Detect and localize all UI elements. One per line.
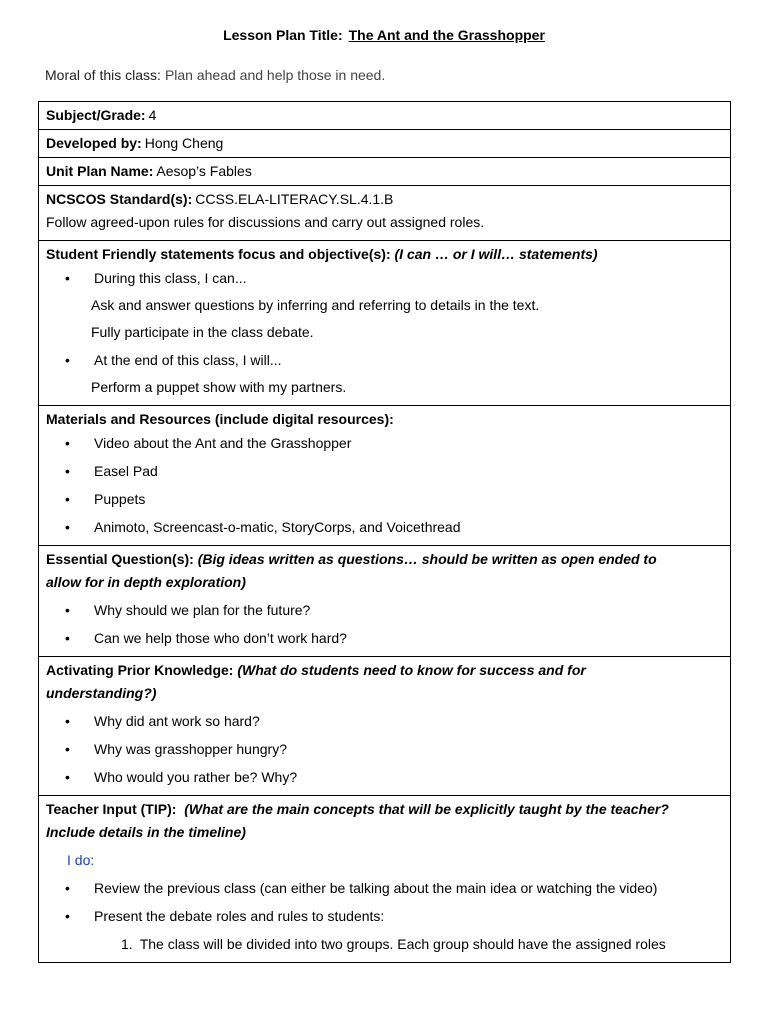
objectives-label: Student Friendly statements focus and objective(s): (46, 246, 391, 262)
list-item: • Animoto, Screencast-o-matic, StoryCorps, and Voicethread (46, 513, 723, 541)
list-item: • Puppets (46, 485, 723, 513)
materials-label: Materials and Resources (include digital resources): (46, 411, 394, 427)
teacher-hint: (What are the main concepts that will be explicitly taught by the teacher? (184, 801, 669, 817)
title-value: The Ant and the Grasshopper (348, 27, 545, 43)
standards-value: CCSS.ELA-LITERACY.SL.4.1.B (195, 191, 394, 207)
prior-hint-cont: understanding?) (46, 685, 157, 701)
list-item: • Who would you rather be? Why? (46, 763, 723, 791)
list-item: • Why should we plan for the future? (46, 596, 723, 624)
objective-detail: Perform a puppet show with my partners. (91, 379, 347, 395)
title-label: Lesson Plan Title: (223, 27, 343, 43)
developed-row (39, 129, 730, 157)
list-item: • During this class, I can... (46, 264, 723, 292)
unit-label: Unit Plan Name: (46, 163, 154, 179)
teacher-label: Teacher Input (TIP): (46, 801, 177, 817)
list-item: • Review the previous class (can either be talking about the main idea or watching the video) (46, 874, 723, 902)
objectives-hint: (I can … or I will… statements) (394, 246, 598, 262)
teacher-hint-cont: Include details in the timeline) (46, 824, 246, 840)
standards-description: Follow agreed-upon rules for discussions and carry out assigned roles. (46, 214, 485, 230)
subject-row (39, 102, 730, 129)
subject-label: Subject/Grade: (46, 107, 146, 123)
essential-hint: (Big ideas written as questions… should be written as open ended to (197, 551, 657, 567)
objectives-row (39, 240, 730, 405)
unit-row (39, 157, 730, 185)
prior-hint: (What do students need to know for success and for (237, 662, 586, 678)
essential-hint-cont: allow for in depth exploration) (46, 574, 246, 590)
list-item: • Video about the Ant and the Grasshopper (46, 429, 723, 457)
developed-label: Developed by: (46, 135, 142, 151)
moral-label: Moral of this class: (45, 67, 161, 83)
objective-detail: Ask and answer questions by inferring and referring to details in the text. (91, 297, 540, 313)
list-item: • Present the debate roles and rules to students: (46, 902, 723, 930)
materials-row (39, 405, 730, 545)
list-item: • At the end of this class, I will... (46, 346, 723, 374)
list-item: • Why was grasshopper hungry? (46, 735, 723, 763)
teacher-input-row (39, 795, 730, 962)
developed-value: Hong Cheng (144, 135, 224, 151)
i-do-label: I do: (67, 852, 95, 868)
objective-detail: Fully participate in the class debate. (91, 324, 314, 340)
numbered-item: 1. The class will be divided into two groups. Each group should have the assigned roles (121, 936, 666, 952)
moral-value: Plan ahead and help those in need. (164, 67, 386, 83)
subject-value: 4 (148, 107, 157, 123)
standards-row (39, 185, 730, 240)
essential-label: Essential Question(s): (46, 551, 194, 567)
list-item: • Why did ant work so hard? (46, 707, 723, 735)
lesson-plan-table (38, 101, 731, 963)
list-item: • Can we help those who don’t work hard? (46, 624, 723, 652)
moral-line (45, 67, 385, 83)
prior-label: Activating Prior Knowledge: (46, 662, 234, 678)
essential-row (39, 545, 730, 656)
prior-knowledge-row (39, 656, 730, 795)
unit-value: Aesop’s Fables (156, 163, 252, 179)
standards-label: NCSCOS Standard(s): (46, 191, 193, 207)
lesson-plan-title (0, 27, 768, 43)
list-item: • Easel Pad (46, 457, 723, 485)
